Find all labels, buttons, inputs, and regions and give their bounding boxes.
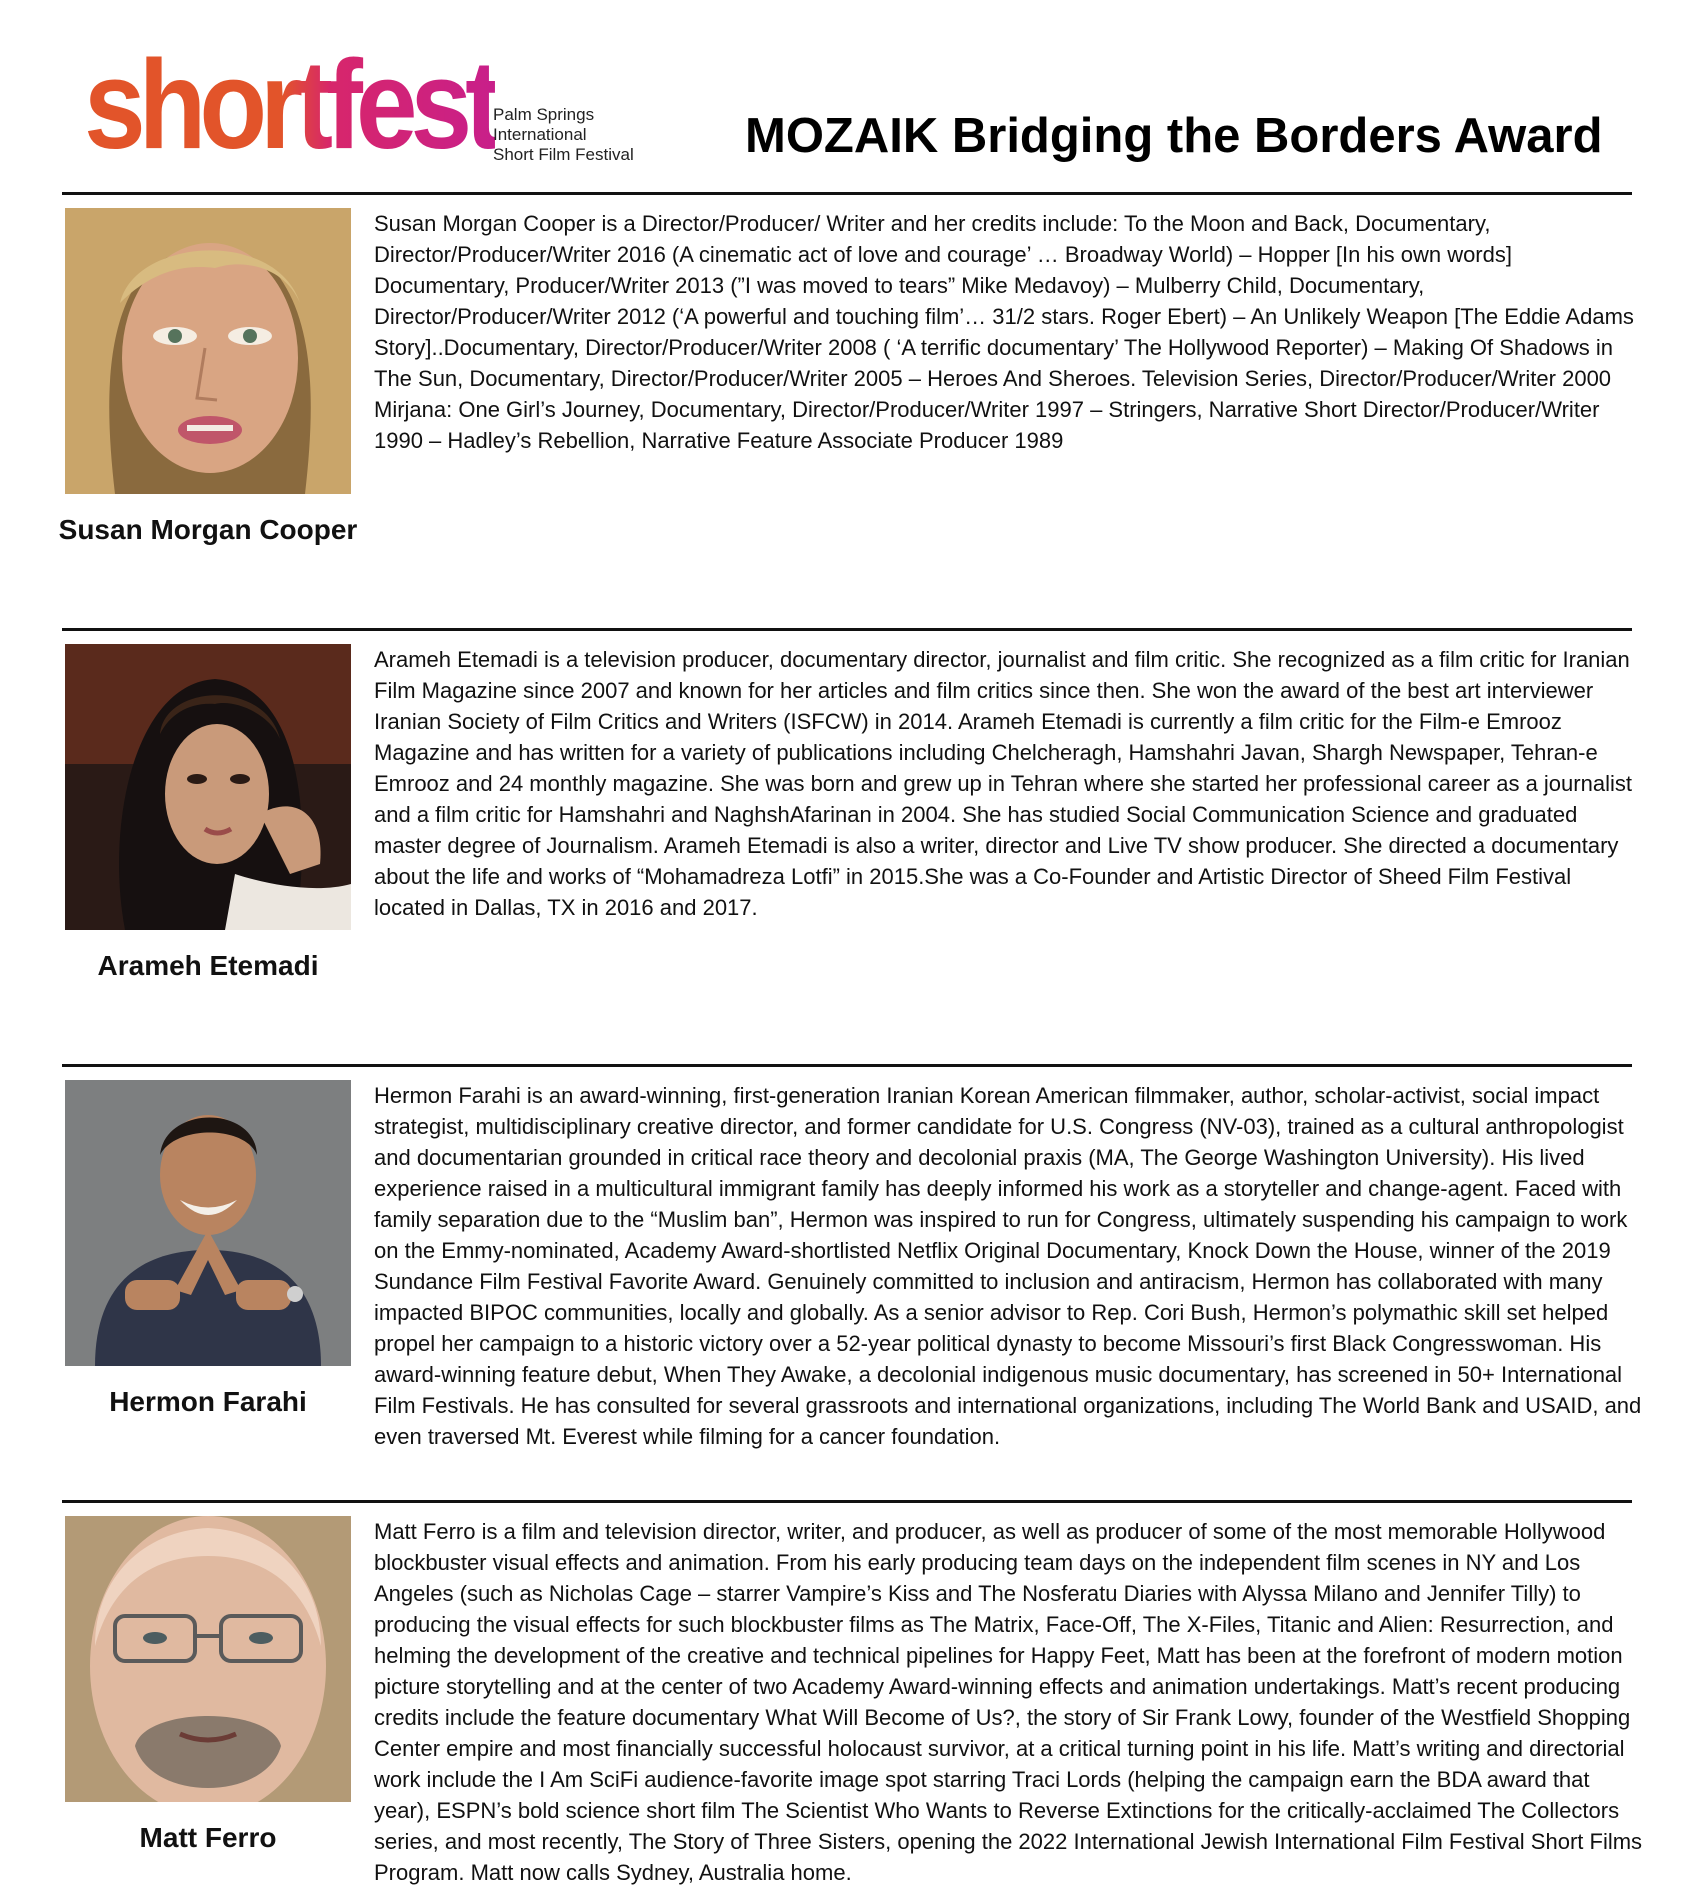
juror-bio: Hermon Farahi is an award-winning, first-generation Iranian Korean American filmmaker, author, scholar-activist, social impact strategist, multidisciplinary creative director, and former candidate for U.S. Congress (NV-03), trained as a cultural anthropologist and documentarian grounded in critical race theory and decolonial praxis (MA, The George Washington University). His lived experience raised in a multicultural immigrant family has deeply informed his work as a storyteller and change-agent. Faced with family separation due to the “Muslim ban”, Hermon was inspired to run for Congress, ultimately suspending his campaign to work on the Emmy-nominated, Academy Award-shortlisted Netflix Original Documentary, Knock Down the House, winner of the 2019 Sundance Film Festival Favorite Award. Genuinely committed to inclusion and antiracism, Hermon has collaborated with many impacted BIPOC communities, locally and globally. As a senior advisor to Rep. Cori Bush, Hermon’s polymathic skill set helped propel her campaign to a historic victory over a 52-year political dynasty to become Missouri’s first Black Congresswoman. His award-winning feature debut, When They Awake, a decolonial indigenous music documentary, has screened in 50+ International Film Festivals. He has consulted for several grassroots and international organizations, including The World Bank and USAID, and even traversed Mt. Everest while filming for a cancer foundation.: [374, 1083, 1642, 1449]
portrait-photo: [65, 208, 351, 494]
logo-subtitle-line: International: [493, 125, 587, 144]
logo-subtitle-line: Short Film Festival: [493, 145, 634, 164]
logo-subtitle-line: Palm Springs: [493, 105, 595, 124]
section-divider: [62, 192, 1632, 195]
logo-subtitle: [493, 105, 663, 165]
section-divider: [62, 1500, 1632, 1503]
portrait-photo: [65, 1080, 351, 1366]
juror-bio: Arameh Etemadi is a television producer, documentary director, journalist and film critic. She recognized as a film critic for Iranian Film Magazine since 2007 and known for her articles and film critics since then. She won the award of the best art interviewer Iranian Society of Film Critics and Writers (ISFCW) in 2014. Arameh Etemadi is currently a film critic for the Film-e Emrooz Magazine and has written for a variety of publications including Chelcheragh, Hamshahri Javan, Shargh Newspaper, Tehran-e Emrooz and 24 monthly magazine. She was born and grew up in Tehran where she started her professional career as a journalist and a film critic for Hamshahri and NaghshAfarinan in 2004. She has studied Social Communication Science and graduated master degree of Journalism. Arameh Etemadi is also a writer, director and Live TV show producer. She directed a documentary about the life and works of “Mohamadreza Lotfi” in 2015.She was a Co-Founder and Artistic Director of Sheed Film Festival located in Dallas, TX in 2016 and 2017.: [374, 647, 1632, 920]
portrait-matt-ferro-icon: [65, 1516, 351, 1802]
juror-name: Matt Ferro: [139, 1822, 277, 1853]
juror-bio: Matt Ferro is a film and television director, writer, and producer, as well as producer of some of the most memorable Hollywood blockbuster visual effects and animation. From his early producing team days on the independent film scenes in NY and Los Angeles (such as Nicholas Cage – starrer Vampire’s Kiss and The Nosferatu Diaries with Alyssa Milano and Jennifer Tilly) to producing the visual effects for such blockbuster films as The Matrix, Face-Off, The X-Files, Titanic and Alien: Resurrection, and helming the development of the creative and technical pipelines for Happy Feet, Matt has been at the forefront of modern motion picture storytelling and at the center of two Academy Award-winning effects and animation undertakings. Matt’s recent producing credits include the feature documentary What Will Become of Us?, the story of Sir Frank Lowy, founder of the Westfield Shopping Center empire and most financially successful holocaust survivor, at a critical turning point in his life. Matt’s writing and directorial work include the I Am SciFi audience-favorite image spot starring Traci Lords (helping the campaign earn the BDA award that year), ESPN’s bold science short film The Scientist Who Wants to Reverse Extinctions for the critically-acclaimed The Collectors series, and most recently, The Story of Three Sisters, opening the 2022 International Jewish International Film Festival Short Films Program. Matt now calls Sydney, Australia home.: [374, 1519, 1643, 1885]
shortfest-logo: shortfest: [84, 34, 496, 175]
juror-name: Arameh Etemadi: [97, 950, 319, 981]
portrait-photo: [65, 1516, 351, 1802]
portrait-arameh-etemadi-icon: [65, 644, 351, 930]
portrait-photo: [65, 644, 351, 930]
portrait-susan-morgan-cooper-icon: [65, 208, 351, 494]
page-header: [0, 0, 1700, 190]
section-divider: [62, 628, 1632, 631]
page-title: MOZAIK Bridging the Borders Award: [745, 109, 1603, 163]
juror-name: Hermon Farahi: [109, 1386, 307, 1417]
portrait-hermon-farahi-icon: [65, 1080, 351, 1366]
section-divider: [62, 1064, 1632, 1067]
juror-name: Susan Morgan Cooper: [58, 514, 358, 545]
juror-bio: Susan Morgan Cooper is a Director/Producer/ Writer and her credits include: To the Moon and Back, Documentary, Director/Producer/Writer 2016 (A cinematic act of love and courage’ … Broadway World) – Hopper [In his own words] Documentary, Producer/Writer 2013 (”I was moved to tears” Mike Medavoy) – Mulberry Child, Documentary, Director/Producer/Writer 2012 (‘A powerful and touching film’… 31/2 stars. Roger Ebert) – An Unlikely Weapon [The Eddie Adams Story]..Documentary, Director/Producer/Writer 2008 ( ‘A terrific documentary’ The Hollywood Reporter) – Making Of Shadows in The Sun, Documentary, Director/Producer/Writer 2005 – Heroes And Sheroes. Television Series, Director/Producer/Writer 2000 Mirjana: One Girl’s Journey, Documentary, Director/Producer/Writer 1997 – Stringers, Narrative Short Director/Producer/Writer 1990 – Hadley’s Rebellion, Narrative Feature Associate Producer 1989: [374, 211, 1634, 453]
